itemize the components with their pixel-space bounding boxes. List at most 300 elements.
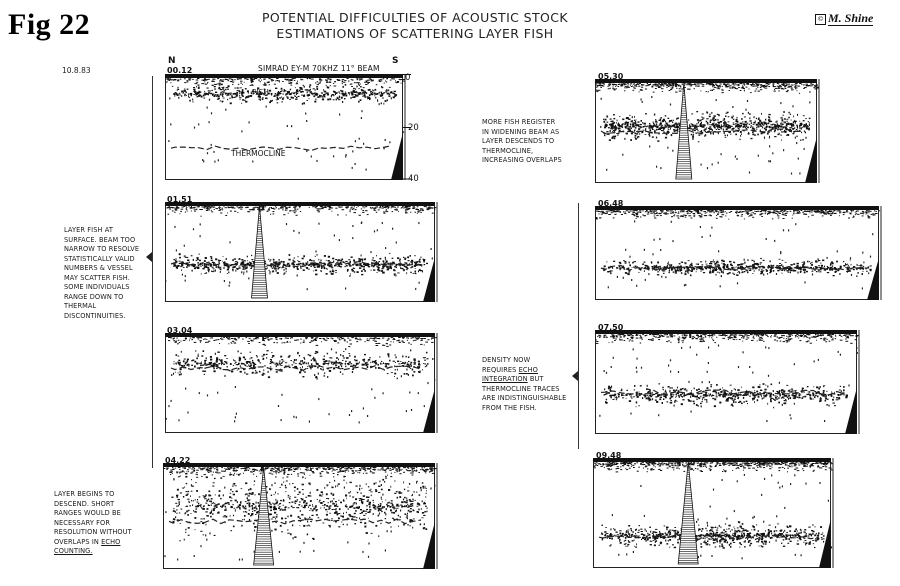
single-target: [313, 550, 314, 552]
surface-echo: [329, 207, 332, 208]
fish-echo: [329, 525, 331, 527]
fish-echo: [344, 480, 345, 482]
surface-echo: [668, 83, 671, 84]
fish-echo: [269, 90, 271, 92]
fish-echo: [385, 478, 386, 480]
single-target: [293, 537, 294, 539]
fish-echo: [266, 266, 267, 267]
surface-echo: [190, 338, 192, 339]
surface-echo: [434, 209, 435, 210]
surface-echo: [211, 211, 213, 212]
surface-echo: [204, 339, 206, 340]
surface-echo: [367, 214, 369, 215]
surface-echo: [741, 87, 744, 88]
surface-echo: [632, 86, 633, 87]
fish-echo: [350, 363, 352, 364]
fish-echo: [361, 488, 362, 489]
fish-echo: [267, 268, 268, 269]
fish-echo: [378, 492, 380, 493]
surface-echo: [322, 468, 325, 469]
fish-echo: [293, 361, 295, 362]
fish-echo: [213, 508, 215, 509]
fish-echo: [400, 505, 402, 506]
fish-echo: [178, 266, 180, 267]
fish-echo: [419, 269, 421, 271]
fish-echo: [400, 261, 401, 263]
surface-echo: [244, 470, 246, 471]
fish-echo: [343, 476, 344, 478]
fish-echo: [364, 354, 366, 355]
surface-echo: [234, 211, 236, 212]
fish-echo: [303, 102, 305, 104]
fish-echo: [374, 508, 376, 509]
single-target: [356, 503, 357, 505]
figure-title: [250, 10, 580, 42]
fish-echo: [320, 264, 322, 265]
surface-echo: [282, 81, 284, 82]
fish-echo: [777, 127, 779, 128]
surface-echo: [814, 86, 816, 87]
surface-echo: [287, 468, 288, 469]
single-target: [174, 226, 175, 228]
fish-echo: [250, 365, 251, 367]
fish-echo: [182, 488, 184, 489]
fish-echo: [358, 83, 359, 85]
fish-echo: [348, 514, 350, 516]
fish-echo: [223, 268, 225, 269]
surface-echo: [249, 338, 251, 339]
surface-echo: [623, 83, 626, 84]
fish-echo: [696, 133, 697, 135]
fish-echo: [203, 350, 205, 352]
fish-echo: [310, 504, 311, 506]
surface-echo: [309, 342, 311, 343]
single-target: [407, 517, 408, 519]
fish-echo: [250, 268, 252, 269]
surface-echo: [326, 337, 327, 338]
fish-echo: [316, 514, 318, 515]
fish-echo: [310, 500, 312, 502]
fish-echo: [269, 270, 270, 271]
surface-echo: [187, 211, 188, 212]
surface-echo: [307, 337, 308, 338]
fish-echo: [187, 360, 189, 362]
fish-echo: [401, 506, 403, 508]
fish-echo: [324, 487, 325, 489]
fish-echo: [281, 531, 283, 532]
fish-echo: [326, 505, 328, 507]
surface-echo: [194, 342, 197, 343]
fish-echo: [656, 123, 658, 125]
fish-echo: [353, 260, 355, 262]
surface-echo: [220, 213, 222, 214]
surface-echo: [271, 208, 274, 209]
surface-echo: [799, 83, 801, 84]
surface-echo: [194, 211, 196, 212]
fish-echo: [336, 508, 337, 510]
fish-echo: [327, 269, 328, 270]
surface-echo: [186, 207, 187, 208]
fish-echo: [271, 495, 272, 496]
single-target: [394, 274, 395, 276]
surface-echo: [616, 88, 617, 89]
fish-echo: [645, 129, 646, 131]
fish-echo: [388, 95, 390, 97]
fish-echo: [412, 501, 414, 502]
fish-echo: [331, 493, 333, 495]
fish-echo: [302, 476, 303, 478]
surface-echo: [318, 211, 320, 212]
surface-echo: [325, 80, 327, 81]
fish-echo: [194, 361, 196, 363]
fish-echo: [412, 369, 414, 371]
fish-echo: [607, 122, 609, 123]
fish-echo: [232, 259, 234, 261]
fish-echo: [283, 500, 285, 502]
fish-echo: [308, 362, 309, 364]
surface-echo: [618, 84, 620, 85]
fish-echo: [406, 500, 408, 502]
surface-echo: [219, 208, 220, 209]
fish-echo: [272, 357, 274, 358]
surface-echo: [220, 79, 221, 80]
fish-echo: [364, 270, 366, 272]
surface-echo: [405, 213, 406, 214]
fish-echo: [404, 373, 406, 375]
fish-echo: [304, 505, 306, 507]
fish-echo: [215, 507, 216, 509]
fish-echo: [410, 525, 411, 526]
surface-echo: [334, 81, 336, 82]
fish-echo: [392, 258, 394, 259]
single-target: [411, 409, 412, 411]
fish-echo: [301, 499, 303, 501]
surface-echo: [317, 208, 320, 209]
fish-echo: [340, 260, 342, 262]
fish-echo: [286, 268, 287, 269]
surface-echo: [403, 467, 406, 468]
fish-echo: [295, 87, 296, 88]
surface-echo: [812, 84, 814, 85]
single-target: [165, 511, 166, 513]
fish-echo: [401, 363, 403, 364]
surface-echo: [329, 82, 331, 83]
fish-echo: [385, 262, 387, 263]
surface-echo: [320, 473, 322, 474]
fish-echo: [305, 263, 307, 265]
fish-echo: [283, 482, 284, 483]
fish-echo: [220, 360, 222, 361]
surface-echo: [163, 468, 165, 469]
fish-echo: [207, 267, 209, 269]
fish-echo: [234, 363, 235, 364]
surface-echo: [276, 473, 277, 474]
fish-echo: [378, 508, 380, 510]
surface-echo: [234, 338, 236, 339]
fish-echo: [252, 372, 254, 374]
fish-echo: [407, 507, 409, 508]
single-target: [307, 288, 308, 290]
surface-echo: [287, 338, 290, 339]
surface-echo: [196, 337, 199, 338]
north-label: N: [168, 56, 176, 66]
fish-echo: [230, 530, 232, 531]
surface-echo: [271, 474, 273, 475]
author-name: M. Shine: [828, 11, 874, 25]
surface-echo: [366, 473, 368, 474]
fish-echo: [222, 93, 224, 95]
fish-echo: [187, 359, 189, 361]
surface-echo: [287, 79, 289, 80]
surface-echo: [177, 79, 179, 80]
single-target: [241, 271, 242, 273]
single-target: [317, 378, 318, 380]
fish-echo: [196, 86, 197, 88]
surface-echo: [300, 79, 301, 80]
fish-echo: [212, 90, 213, 91]
surface-echo: [672, 83, 674, 84]
fish-echo: [418, 505, 420, 506]
surface-echo: [298, 476, 300, 477]
fish-echo: [210, 357, 212, 358]
fish-echo: [231, 364, 232, 365]
surface-echo: [321, 471, 323, 472]
surface-echo: [197, 206, 199, 207]
surface-echo: [288, 80, 291, 81]
fish-echo: [370, 491, 372, 492]
fish-echo: [361, 89, 362, 91]
surface-echo: [410, 473, 411, 474]
fish-echo: [227, 95, 228, 96]
fish-echo: [253, 523, 254, 524]
fish-echo: [196, 358, 198, 360]
fish-echo: [710, 121, 712, 123]
fish-echo: [350, 491, 351, 493]
fish-echo: [418, 261, 420, 262]
fish-echo: [227, 269, 229, 271]
fish-echo: [346, 506, 348, 508]
fish-echo: [206, 272, 208, 273]
fish-echo: [359, 517, 360, 519]
single-target: [303, 542, 304, 544]
fish-echo: [616, 133, 618, 134]
surface-echo: [259, 342, 261, 343]
fish-echo: [397, 273, 399, 274]
fish-echo: [369, 509, 371, 510]
surface-echo: [205, 467, 206, 468]
surface-echo: [180, 213, 181, 214]
surface-echo: [794, 84, 795, 85]
fish-echo: [281, 261, 283, 263]
surface-echo: [348, 81, 350, 82]
surface-echo: [276, 207, 277, 208]
fish-echo: [233, 359, 234, 360]
fish-echo: [768, 114, 770, 115]
fish-echo: [331, 357, 332, 358]
fish-echo: [204, 91, 205, 92]
fish-echo: [343, 86, 344, 88]
surface-echo: [401, 470, 402, 471]
surface-echo: [615, 86, 616, 87]
fish-echo: [394, 373, 396, 375]
fish-echo: [249, 358, 250, 359]
fish-echo: [412, 494, 413, 496]
fish-echo: [366, 505, 367, 507]
single-target: [363, 143, 364, 145]
fish-echo: [206, 357, 207, 359]
surface-echo: [195, 209, 196, 210]
fish-echo: [245, 97, 247, 99]
fish-echo: [408, 357, 410, 359]
surface-echo: [234, 79, 236, 80]
surface-echo: [337, 472, 339, 473]
surface-echo: [426, 470, 428, 471]
fish-echo: [185, 476, 187, 478]
surface-echo: [368, 340, 369, 341]
surface-echo: [425, 342, 428, 343]
surface-echo: [211, 210, 212, 211]
surface-echo: [407, 340, 408, 341]
fish-echo: [276, 262, 277, 263]
fish-echo: [368, 97, 370, 98]
surface-echo: [403, 208, 404, 209]
fish-echo: [342, 373, 343, 375]
surface-echo: [661, 85, 662, 86]
fish-echo: [359, 500, 360, 501]
fish-echo: [214, 89, 216, 90]
surface-echo: [244, 78, 247, 79]
left-pointer-icon: [146, 252, 152, 262]
fish-echo: [367, 96, 368, 97]
fish-echo: [369, 502, 371, 503]
surface-echo: [282, 342, 283, 343]
fish-echo: [171, 497, 173, 498]
surface-echo: [214, 84, 216, 85]
fish-echo: [222, 96, 223, 97]
single-target: [388, 263, 389, 265]
surface-echo: [394, 467, 396, 468]
fish-echo: [277, 266, 279, 267]
fish-echo: [178, 356, 180, 357]
fish-echo: [310, 368, 311, 369]
fish-echo: [366, 496, 368, 498]
fish-echo: [230, 493, 232, 494]
surface-echo: [633, 90, 635, 91]
fish-echo: [230, 500, 232, 501]
fish-echo: [176, 363, 177, 365]
surface-echo: [292, 78, 295, 79]
survey-date: 10.8.83: [62, 66, 91, 75]
single-target: [431, 248, 432, 250]
fish-echo: [200, 531, 202, 532]
fish-echo: [187, 265, 189, 267]
fish-echo: [233, 494, 235, 496]
surface-echo: [770, 83, 771, 84]
surface-echo: [360, 470, 361, 471]
surface-echo: [219, 80, 221, 81]
surface-echo: [685, 83, 686, 84]
fish-echo: [278, 507, 280, 509]
surface-echo: [386, 469, 387, 470]
fish-echo: [638, 128, 640, 130]
surface-echo: [374, 470, 375, 471]
fish-echo: [393, 361, 395, 362]
surface-echo: [230, 211, 232, 212]
fish-echo: [363, 510, 365, 512]
surface-echo: [221, 471, 223, 472]
surface-echo: [210, 338, 211, 339]
surface-echo: [687, 89, 690, 90]
time-marker: [261, 463, 263, 471]
surface-echo: [254, 470, 255, 471]
fish-echo: [397, 508, 399, 509]
surface-echo: [401, 207, 403, 208]
fish-echo: [304, 500, 306, 501]
surface-echo: [200, 342, 201, 343]
fish-echo: [217, 94, 218, 96]
fish-echo: [326, 514, 328, 516]
fish-echo: [281, 362, 282, 363]
fish-echo: [360, 99, 362, 101]
fish-echo: [295, 503, 297, 504]
fish-echo: [373, 90, 375, 91]
fish-echo: [251, 255, 252, 256]
surface-echo: [670, 89, 672, 90]
surface-echo: [316, 345, 319, 346]
fish-echo: [756, 118, 757, 119]
fish-echo: [216, 359, 218, 361]
surface-echo: [647, 83, 648, 84]
fish-echo: [192, 360, 194, 361]
surface-echo: [300, 211, 301, 212]
fish-echo: [414, 265, 416, 267]
fish-echo: [411, 266, 413, 267]
surface-echo: [281, 206, 283, 207]
fish-echo: [176, 94, 178, 95]
surface-echo: [170, 79, 173, 80]
fish-echo: [241, 488, 243, 489]
fish-echo: [316, 363, 317, 365]
surface-echo: [773, 85, 774, 86]
single-target: [345, 156, 346, 158]
fish-echo: [275, 518, 276, 519]
surface-echo: [758, 91, 761, 92]
fish-echo: [345, 495, 347, 497]
fish-echo: [344, 98, 346, 99]
fish-echo: [306, 100, 308, 101]
surface-echo: [203, 207, 205, 208]
single-target: [298, 138, 299, 140]
fish-echo: [383, 260, 385, 262]
fish-echo: [386, 100, 388, 102]
fish-echo: [332, 500, 333, 501]
fish-echo: [322, 505, 323, 506]
surface-echo: [169, 207, 171, 208]
surface-echo: [169, 206, 170, 207]
fish-echo: [283, 274, 284, 275]
fish-echo: [793, 133, 794, 135]
fish-echo: [808, 121, 809, 122]
fish-echo: [192, 504, 193, 506]
fish-echo: [207, 515, 209, 517]
fish-echo: [302, 360, 303, 362]
fish-echo: [204, 98, 206, 99]
right-bracket: [578, 203, 589, 449]
fish-echo: [385, 513, 386, 515]
single-target: [215, 353, 216, 355]
surface-echo: [815, 89, 818, 90]
surface-echo: [288, 213, 289, 214]
